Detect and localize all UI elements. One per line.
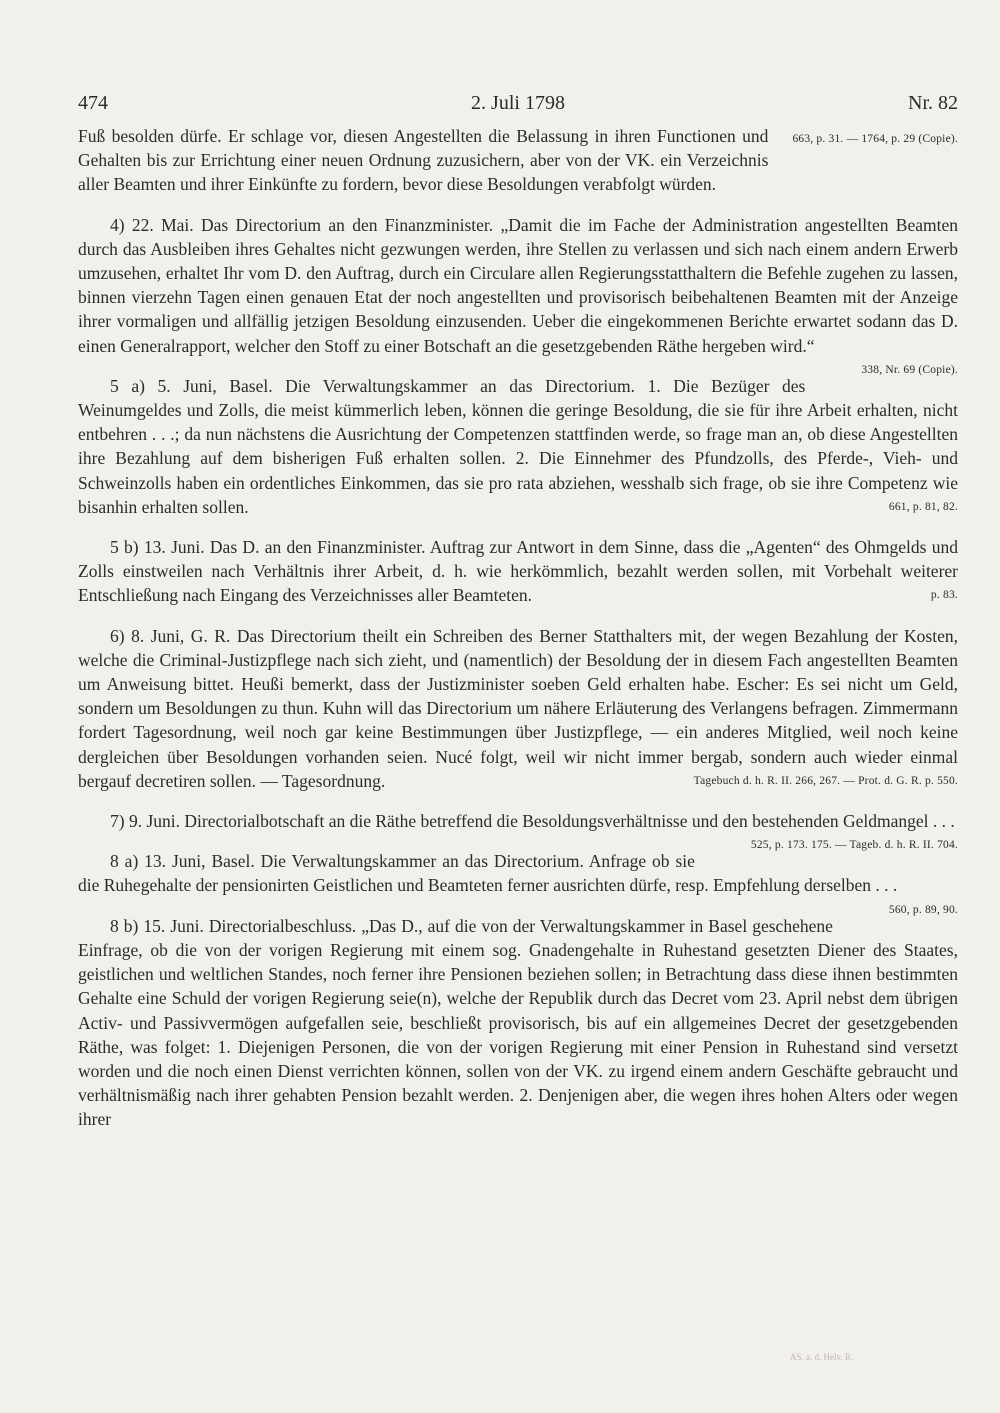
paragraph-entry-8b xyxy=(78,914,958,1132)
page-number: 474 xyxy=(78,92,108,114)
paragraph-text: 5 b) 13. Juni. Das D. an den Finanzminister. Auftrag zur Antwort in dem Sinne, dass die „Agenten“ des Ohmgelds und Zolls einstweilen nach Verhältnis ihrer Arbeit, d. h. wie herkömmlich, bezahlt werden sollen, mit Vorbehalt weiterer Entschließung nach Eingang des Verzeichnisses aller Beamteten. xyxy=(78,537,958,606)
paragraph-entry-7 xyxy=(78,809,958,852)
paragraph-text: 7) 9. Juni. Directorialbotschaft an die Räthe betreffend die Besoldungsverhältnisse und den bestehenden Geldmangel . . . xyxy=(110,811,955,832)
paragraph-entry-6 xyxy=(78,624,958,793)
paragraph-text: 5 a) 5. Juni, Basel. Die Verwaltungskammer an das Directorium. 1. Die Bezüger des Weinumgeldes und Zolls, die meist kümmerlich leben, können die geringe Besoldung, die sie für ihre Arbeit erhalten, nicht entbehren . . .; da nun nächstens die Ausrichtung der Competenzen stattfinden werde, so frage man an, ob diese Angestellten ihre Bezahlung auf dem bisherigen Fuß erhalten sollen. 2. Die Einnehmer des Pfundzolls, des Pferde-, Vieh- und Schweinzolls haben ein ordentliches Einkommen, das sie pro rata abziehen, wesshalb sich frage, ob sie ihre Competenz wie bisanhin erhalten sollen. xyxy=(78,375,958,517)
archive-reference: 525, p. 173. 175. — Tageb. d. h. R. II. 704. xyxy=(750,839,958,852)
paragraph-text: Fuß besolden dürfe. Er schlage vor, diesen Angestellten die Belassung in ihren Functionen und Gehalten bis zur Errichtung einer neuen Ordnung zuzusichern, aber von der VK. ein Verzeichnis aller Beamten und ihrer Einkünfte zu fordern, bevor diese Besoldungen verabfolgt würden. xyxy=(78,126,769,195)
page-header xyxy=(78,92,958,122)
archive-stamp: AS. a. d. Helv. R. xyxy=(790,1352,854,1362)
archive-reference: 663, p. 31. — 1764, p. 29 (Copie). xyxy=(792,133,958,145)
archive-reference: p. 83. xyxy=(930,589,958,602)
header-date: 2. Juli 1798 xyxy=(471,92,565,114)
archive-reference: 338, Nr. 69 (Copie). xyxy=(861,363,958,376)
paragraph-text: 6) 8. Juni, G. R. Das Directorium theilt ein Schreiben des Berner Statthalters mit, der wegen Bezahlung der Kosten, welche die Criminal-Justizpflege nach sich zieht, und (namentlich) der Besoldung der in diesem Fach angestellten Beamten um Anweisung bittet. Heußi bemerkt, dass der Justizminister soeben Geld erhalten habe. Escher: Es sei nicht um Geld, sondern um Besoldungen zu thun. Kuhn will das Directorium um nähere Erläuterung des Verlangens befragen. Zimmermann fordert Tagesordnung, weil noch gar keine Bestimmungen über Justizpflege, — ein anderes Mitglied, weil noch keine dergleichen über Besoldungen vorhanden seien. Nucé folgt, weil wir nicht immer bergab, sondern auch wieder einmal bergauf decretiren sollen. — Tagesordnung. xyxy=(78,625,958,791)
paragraph-text: 8 b) 15. Juni. Directorialbeschluss. „Das D., auf die von der Verwaltungskammer in Basel geschehene Einfrage, ob die von der vorigen Regierung mit einem sog. Gnadengehalte in Ruhestand gesetzten Diener des Staates, geistlichen und weltlichen Standes, noch ferner ihre Pensionen beziehen sollen; in Betrachtung dass diese ihnen bestimmten Gehalte eine Schuld der vorigen Regierung seie(n), welche der Republik durch das Decret vom 23. April nebst dem übrigen Activ- und Passivvermögen aufgefallen seie, beschließt provisorisch, bis auf ein allgemeines Decret der gesetzgebenden Räthe, was folget: 1. Diejenigen Personen, die von der vorigen Regierung mit einer Pension in Ruhestand sind versetzt worden und die noch einen Dienst verrichten können, sollen von der VK. zu irgend einem andern Geschäfte gebraucht und verhältnismäßig nach ihrer gehabten Pension bezahlt werden. 2. Denjenigen aber, die wegen ihres hohen Alters oder wegen ihrer xyxy=(78,915,958,1130)
paragraph-text: 8 a) 13. Juni, Basel. Die Verwaltungskammer an das Directorium. Anfrage ob sie die Ruhegehalte der pensionirten Geistlichen und Beamteten ferner ausrichten dürfe, resp. Empfehlung derselben . . . xyxy=(78,851,898,896)
document-body xyxy=(78,124,958,1148)
paragraph-continuation xyxy=(78,124,958,197)
paragraph-text: 4) 22. Mai. Das Directorium an den Finanzminister. „Damit die im Fache der Administration angestellten Beamten durch das Ausbleiben ihres Gehaltes nicht gezwungen werden, ihre Stellen zu verlassen und sich nach einem andern Erwerb umzusehen, erhaltet Ihr vom D. den Auftrag, durch ein Circulare allen Regierungsstatthaltern die Befehle zugehen zu lassen, binnen vierzehn Tagen einen genauen Etat der noch angestellten und provisorisch beibehaltenen Beamten mit der Anzeige ihrer vormaligen und allfällig jetzigen Besoldung einzusenden. Ueber die eingekommenen Berichte erwartet sodann das D. einen Generalrapport, welcher den Stoff zu einer Botschaft an die gesetzgebenden Räthe hergeben wird.“ xyxy=(78,214,958,356)
archive-reference: Tagebuch d. h. R. II. 266, 267. — Prot. d. G. R. p. 550. xyxy=(693,774,958,787)
archive-reference: 661, p. 81, 82. xyxy=(888,500,958,513)
paragraph-entry-5a xyxy=(78,374,958,519)
paragraph-entry-4 xyxy=(78,213,958,376)
entry-number: Nr. 82 xyxy=(908,92,958,114)
paragraph-entry-5b xyxy=(78,535,958,608)
archive-reference: 560, p. 89, 90. xyxy=(888,903,958,916)
